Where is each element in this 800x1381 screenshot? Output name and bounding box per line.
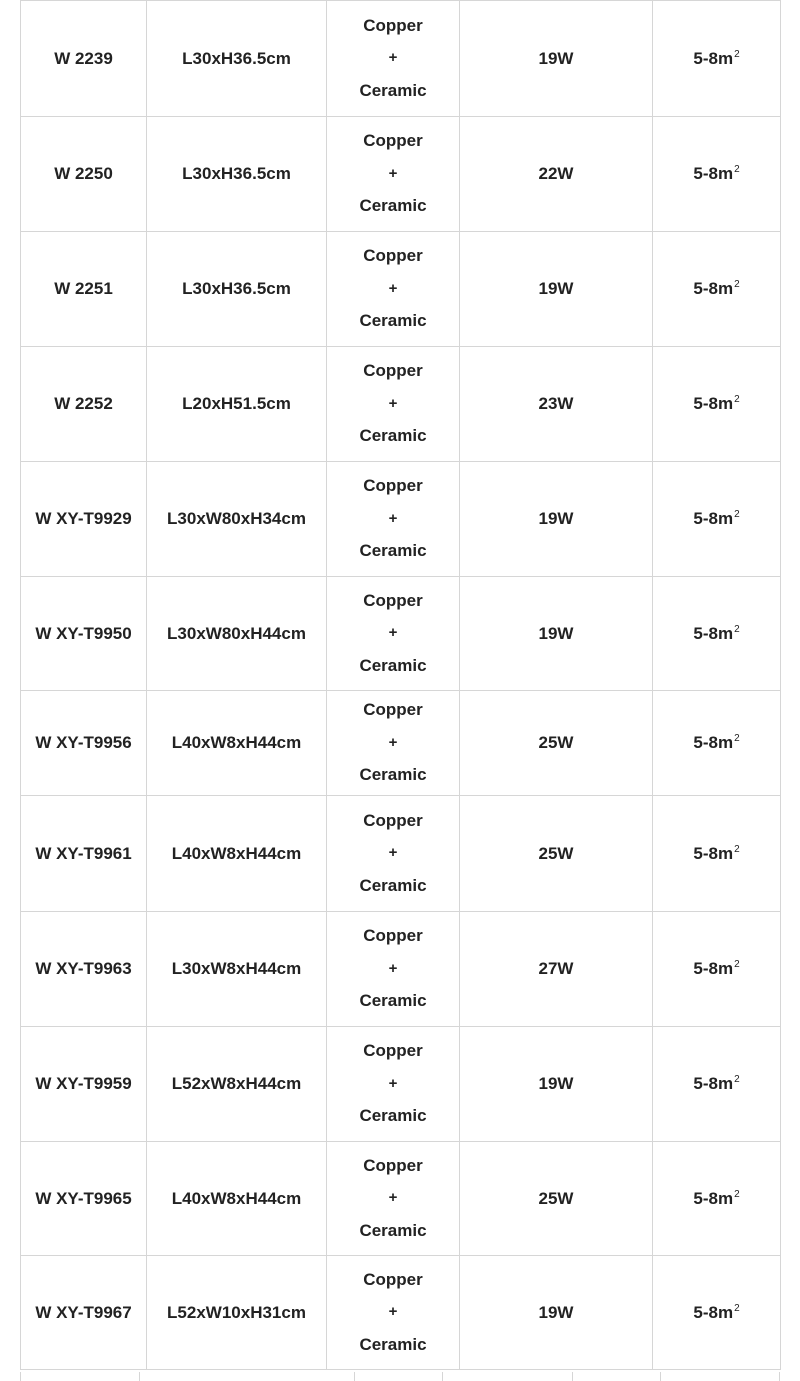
table-row [21,912,781,1027]
material-secondary: Ceramic [359,1220,427,1240]
material-plus: + [388,394,398,412]
material-primary: Copper [363,246,423,266]
area-value: 5-8m [693,48,734,68]
model-cell: W XY-T9959 [21,1027,147,1142]
area-unit-superscript: 2 [734,1188,740,1200]
area-value: 5-8m [693,509,734,528]
area-value: 5-8m [693,164,734,183]
area-unit-superscript: 2 [734,394,740,406]
material-secondary: Ceramic [359,541,427,561]
size-cell: L30xH36.5cm [147,232,327,347]
product-spec-table [20,0,781,1370]
material-plus: + [388,959,398,977]
material-primary: Copper [363,15,423,35]
area-unit-superscript: 2 [734,1302,740,1314]
size-cell: L40xW8xH44cm [147,1142,327,1256]
size-cell: L30xW80xH44cm [147,577,327,691]
area-cell [653,1256,781,1370]
power-cell: 27W [460,912,653,1027]
power-cell: 25W [460,796,653,912]
area-cell [653,577,781,691]
table-row [21,691,781,796]
table-row [21,1,781,117]
material-plus: + [388,1303,398,1321]
material-cell [327,462,460,577]
model-cell: W XY-T9950 [21,577,147,691]
material-cell [327,347,460,462]
material-cell [327,1,460,117]
material-secondary: Ceramic [359,1334,427,1354]
material-plus: + [388,844,398,862]
area-unit-superscript: 2 [734,623,740,635]
area-cell [653,1142,781,1256]
area-unit-superscript: 2 [734,1074,740,1086]
area-value: 5-8m [693,959,734,978]
material-plus: + [388,49,398,67]
model-cell: W 2251 [21,232,147,347]
divider [660,1372,661,1381]
material-plus: + [388,733,398,751]
divider [139,1372,140,1381]
material-primary: Copper [363,1155,423,1175]
material-cell [327,912,460,1027]
size-cell: L52xW10xH31cm [147,1256,327,1370]
material-primary: Copper [363,1041,423,1061]
area-cell [653,912,781,1027]
material-cell [327,1142,460,1256]
power-cell: 23W [460,347,653,462]
size-cell: L30xW80xH34cm [147,462,327,577]
material-cell [327,796,460,912]
model-cell: W 2239 [21,1,147,117]
area-unit-superscript: 2 [734,843,740,855]
power-cell: 19W [460,1,653,117]
material-secondary: Ceramic [359,765,427,785]
area-unit-superscript: 2 [734,164,740,176]
table-row [21,117,781,232]
area-unit-superscript: 2 [734,959,740,971]
material-cell [327,1027,460,1142]
area-value: 5-8m [693,733,734,752]
model-cell: W XY-T9967 [21,1256,147,1370]
spec-table-body [21,1,781,1370]
material-secondary: Ceramic [359,426,427,446]
size-cell: L40xW8xH44cm [147,691,327,796]
size-cell: L52xW8xH44cm [147,1027,327,1142]
power-cell: 19W [460,1027,653,1142]
area-value: 5-8m [693,1074,734,1093]
table-row [21,462,781,577]
material-secondary: Ceramic [359,311,427,331]
power-cell: 19W [460,577,653,691]
material-primary: Copper [363,131,423,151]
material-primary: Copper [363,361,423,381]
spec-table-container [20,0,780,1370]
material-plus: + [388,279,398,297]
material-secondary: Ceramic [359,991,427,1011]
area-value: 5-8m [693,1188,734,1208]
next-row-border-fragment [20,1372,780,1381]
area-cell [653,1,781,117]
material-cell [327,232,460,347]
material-plus: + [388,1189,398,1207]
material-plus: + [388,164,398,182]
size-cell: L30xH36.5cm [147,1,327,117]
area-unit-superscript: 2 [734,48,740,60]
area-value: 5-8m [693,843,734,863]
area-unit-superscript: 2 [734,509,740,521]
area-cell [653,347,781,462]
material-plus: + [388,1074,398,1092]
area-cell [653,1027,781,1142]
model-cell: W 2250 [21,117,147,232]
power-cell: 19W [460,232,653,347]
area-cell [653,462,781,577]
area-value: 5-8m [693,623,734,643]
material-cell [327,117,460,232]
table-row [21,347,781,462]
material-secondary: Ceramic [359,80,427,100]
area-cell [653,117,781,232]
power-cell: 22W [460,117,653,232]
table-row [21,232,781,347]
size-cell: L40xW8xH44cm [147,796,327,912]
material-cell [327,691,460,796]
power-cell: 25W [460,1142,653,1256]
material-primary: Copper [363,700,423,720]
material-cell [327,577,460,691]
divider [20,1372,21,1381]
table-row [21,1027,781,1142]
model-cell: W XY-T9963 [21,912,147,1027]
model-cell: W XY-T9965 [21,1142,147,1256]
area-unit-superscript: 2 [734,279,740,291]
power-cell: 25W [460,691,653,796]
area-cell [653,232,781,347]
divider [779,1372,780,1381]
material-secondary: Ceramic [359,196,427,216]
divider [442,1372,443,1381]
material-plus: + [388,509,398,527]
table-row [21,577,781,691]
material-primary: Copper [363,1269,423,1289]
area-cell [653,691,781,796]
size-cell: L20xH51.5cm [147,347,327,462]
area-cell [653,796,781,912]
table-row [21,1142,781,1256]
material-secondary: Ceramic [359,875,427,895]
material-plus: + [388,624,398,642]
material-primary: Copper [363,810,423,830]
size-cell: L30xH36.5cm [147,117,327,232]
table-row [21,796,781,912]
divider [354,1372,355,1381]
model-cell: W XY-T9956 [21,691,147,796]
model-cell: W 2252 [21,347,147,462]
power-cell: 19W [460,462,653,577]
model-cell: W XY-T9961 [21,796,147,912]
material-cell [327,1256,460,1370]
material-primary: Copper [363,926,423,946]
power-cell: 19W [460,1256,653,1370]
table-row [21,1256,781,1370]
area-value: 5-8m [693,279,734,298]
area-value: 5-8m [693,394,734,413]
divider [572,1372,573,1381]
material-primary: Copper [363,476,423,496]
model-cell: W XY-T9929 [21,462,147,577]
size-cell: L30xW8xH44cm [147,912,327,1027]
area-value: 5-8m [693,1302,734,1322]
material-primary: Copper [363,590,423,610]
material-secondary: Ceramic [359,655,427,675]
material-secondary: Ceramic [359,1106,427,1126]
area-unit-superscript: 2 [734,733,740,745]
